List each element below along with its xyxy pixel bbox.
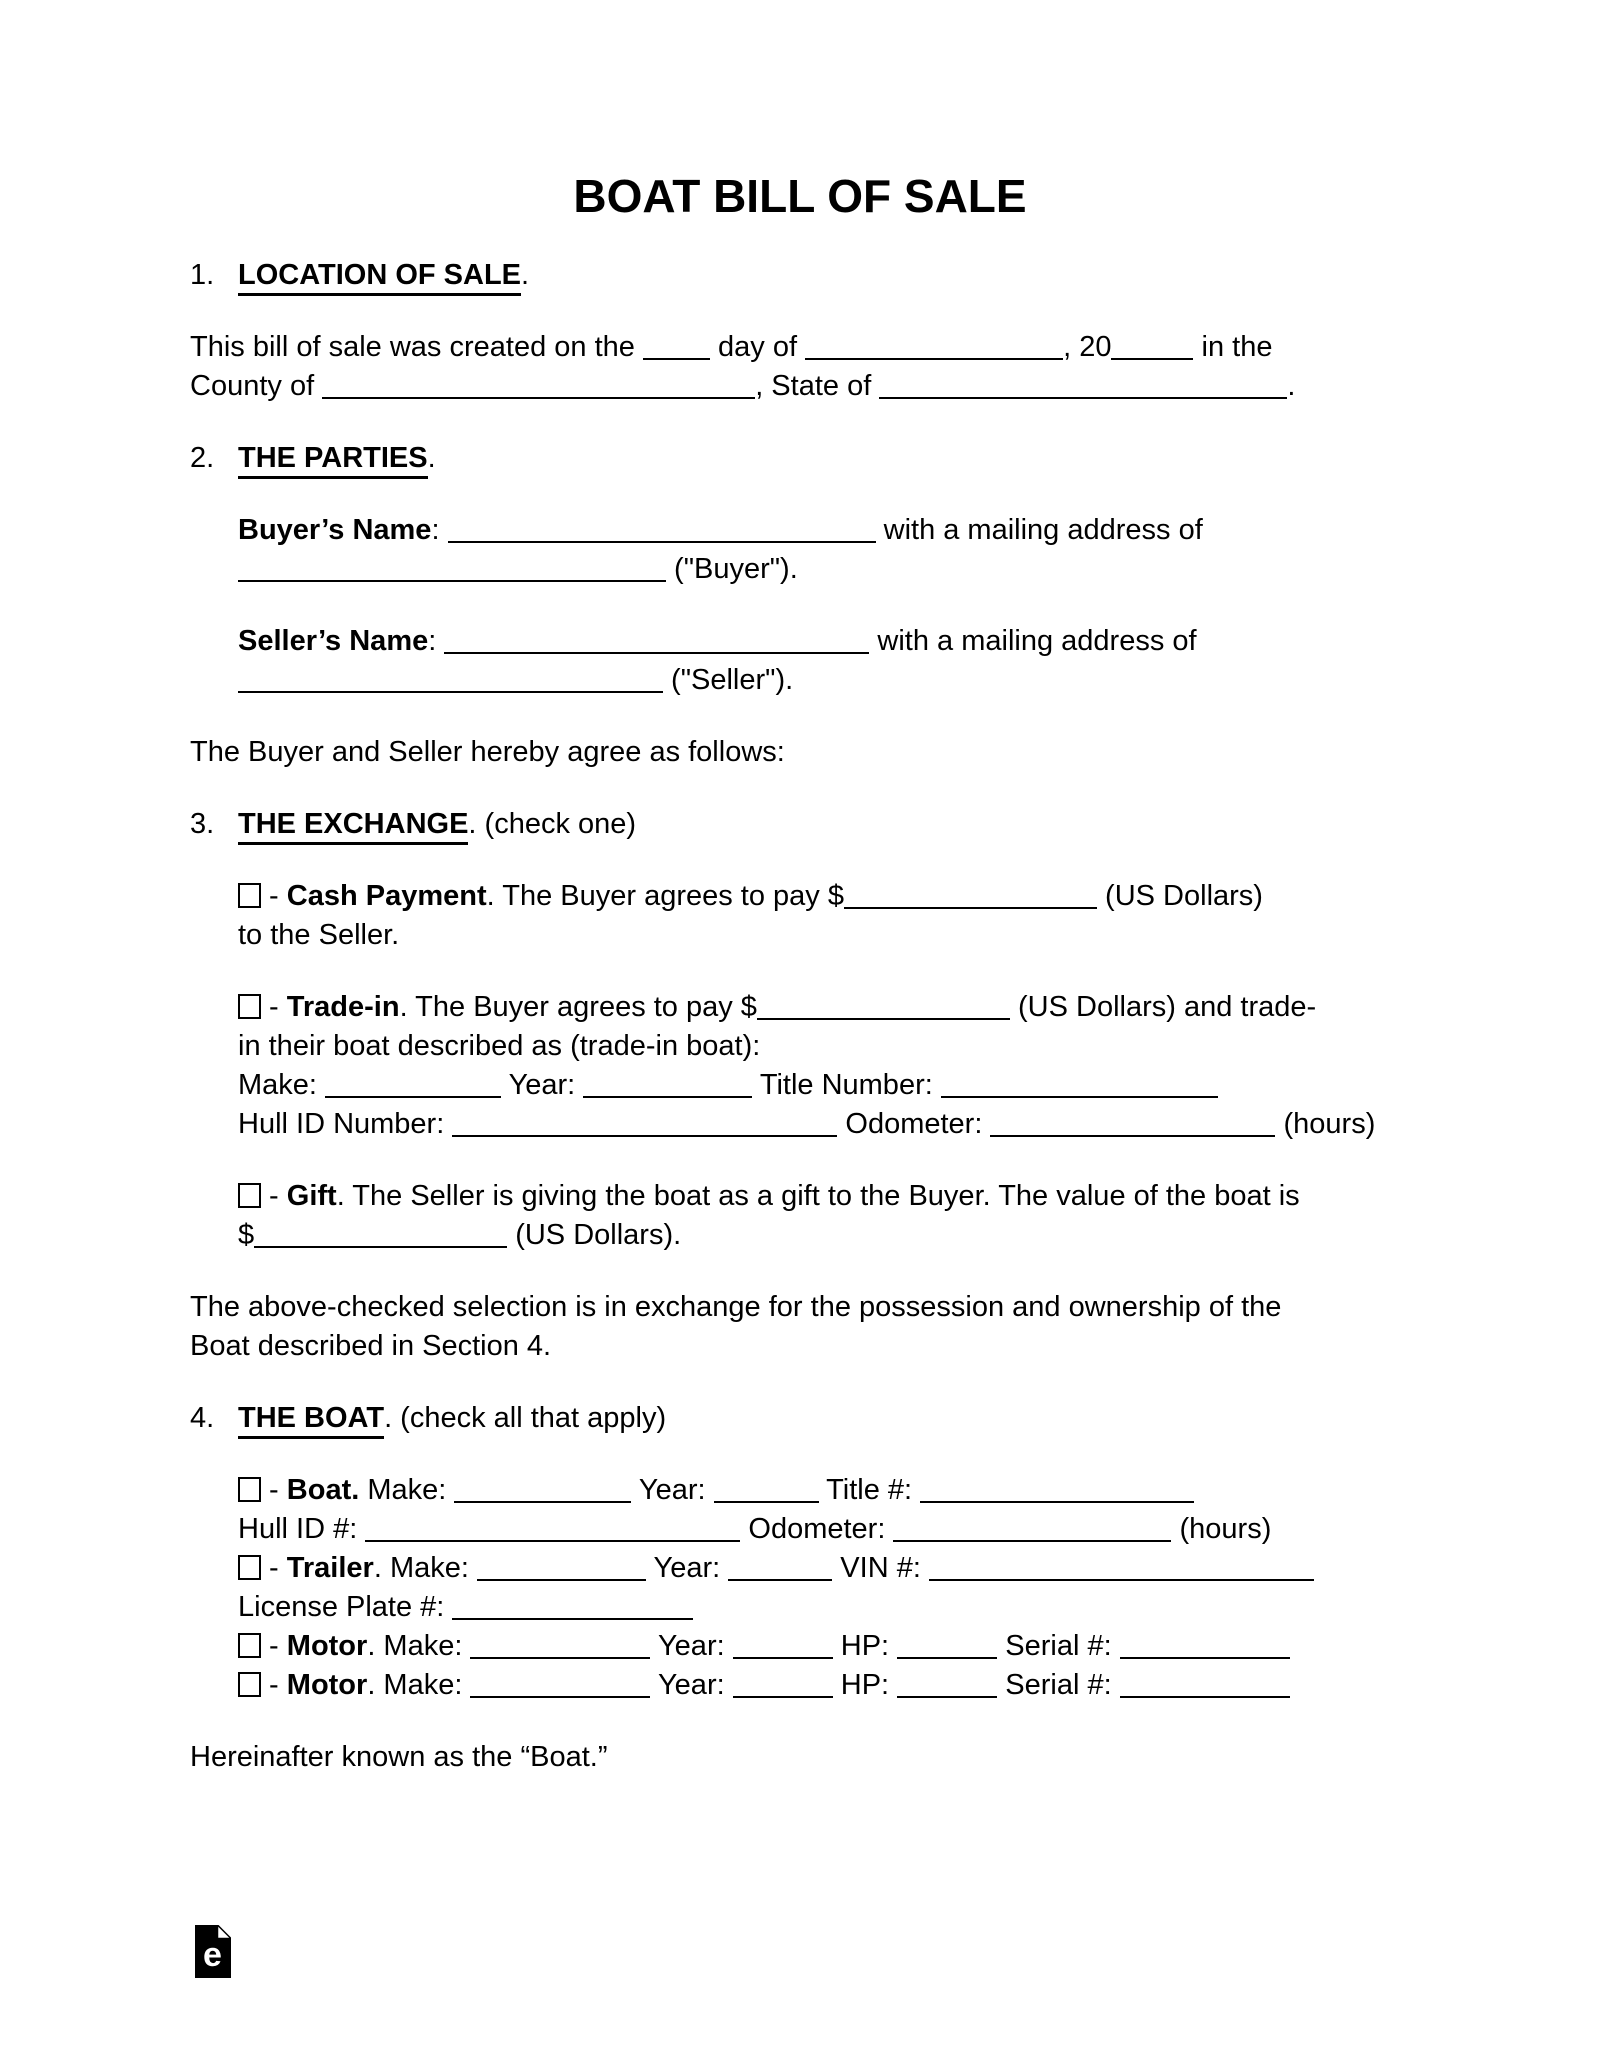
document-content [190,170,1410,1810]
motor-item-line-2 [238,1666,1410,1705]
text-segment: Boat. [286,1474,360,1506]
text-segment: County of [190,370,323,402]
text-segment: . Make: [373,1552,477,1584]
text-segment: . The Seller is giving the boat as a gift to the Buyer. The value of the boat is [336,1180,1300,1212]
text-segment: Serial #: [997,1669,1120,1701]
blank-line [470,1678,650,1698]
gift-line-2 [238,1216,1410,1255]
eforms-logo-icon [195,1925,231,1978]
checkbox-icon[interactable] [238,1672,261,1697]
section-4-number: 4. [190,1402,215,1434]
text-segment: with a mailing address of [875,514,1203,546]
section-4-title: THE BOAT [238,1402,384,1439]
text-segment: Seller’s Name [238,625,429,657]
section-3-heading [190,805,1410,844]
text-segment: Hull ID #: [238,1513,366,1545]
text-segment: Cash Payment [286,880,487,912]
text-segment: - [261,1669,287,1701]
text-segment: Trade-in [286,991,400,1023]
text-segment: . [1287,370,1296,402]
text-segment: Motor [286,1630,368,1662]
checkbox-icon[interactable] [238,883,261,908]
text-segment: ("Seller"). [663,664,794,696]
buyer-line-1 [238,511,1410,550]
text-segment: : [431,514,448,546]
text-segment: Year: [631,1474,714,1506]
text-segment: Year: [501,1069,584,1101]
text-segment: - [261,1474,287,1506]
document-title: BOAT BILL OF SALE [573,170,1027,222]
text-segment: : [428,625,445,657]
checkbox-icon[interactable] [238,1555,261,1580]
section-2-suffix: . [427,442,436,474]
text-segment: Title Number: [752,1069,941,1101]
seller-line-1 [238,622,1410,661]
section-2-number: 2. [190,442,215,474]
trade-in-option [238,988,1410,1144]
text-segment: HP: [832,1669,898,1701]
text-segment: (hours) [1275,1108,1376,1140]
text-segment: to the Seller. [238,919,400,951]
blank-line [897,1678,997,1698]
boat-items [238,1471,1410,1705]
text-segment: HP: [832,1630,898,1662]
text-segment: (US Dollars). [507,1219,682,1251]
text-segment: This bill of sale was created on the [190,331,643,363]
blank-line [238,562,666,582]
text-segment: Year: [646,1552,729,1584]
text-segment: with a mailing address of [869,625,1197,657]
agreement-statement [190,733,1410,772]
exchange-note-line-2 [190,1327,1410,1366]
text-segment: Hereinafter known as the “Boat.” [190,1741,608,1773]
section-3-suffix: . (check one) [468,808,637,840]
trade-line-2 [238,1027,1410,1066]
blank-line [470,1639,650,1659]
section-2-title: THE PARTIES [238,442,428,479]
text-segment: Title #: [818,1474,921,1506]
section-3-number: 3. [190,808,215,840]
blank-line [893,1522,1171,1542]
blank-line [238,673,663,693]
gift-option [238,1177,1410,1255]
blank-line [365,1522,740,1542]
license-plate-line [238,1588,1410,1627]
seller-clause [238,622,1410,700]
section-1-suffix: . [521,259,530,291]
section-4-suffix: . (check all that apply) [384,1402,667,1434]
blank-line [325,1078,501,1098]
trade-line-3 [238,1066,1410,1105]
blank-line [583,1078,752,1098]
blank-line [941,1078,1218,1098]
text-segment: - [261,880,287,912]
seller-line-2 [238,661,1410,700]
text-segment: Buyer’s Name [238,514,432,546]
checkbox-icon[interactable] [238,1477,261,1502]
text-segment: Odometer: [740,1513,894,1545]
blank-line [714,1483,819,1503]
cash-line-1 [238,877,1410,916]
blank-line [452,1600,693,1620]
text-segment: in their boat described as (trade-in boat): [238,1030,761,1062]
exchange-note-line-1 [190,1288,1410,1327]
text-segment: Motor [286,1669,368,1701]
motor-item-line-1 [238,1627,1410,1666]
blank-line [254,1228,507,1248]
text-segment: - [261,1180,287,1212]
text-segment: . The Buyer agrees to pay $ [399,991,757,1023]
blank-line [1120,1639,1290,1659]
blank-line [929,1561,1314,1581]
text-segment: Boat described in Section 4. [190,1330,552,1362]
text-segment: Year: [650,1630,733,1662]
text-segment: (US Dollars) [1097,880,1263,912]
location-line-2 [190,367,1410,406]
blank-line [757,1000,1010,1020]
blank-line [454,1483,631,1503]
section-2-heading [190,439,1410,478]
trailer-item-line [238,1549,1410,1588]
boat-item-line [238,1471,1410,1510]
blank-line [733,1639,833,1659]
text-segment: Gift [286,1180,337,1212]
text-segment: (US Dollars) and trade- [1009,991,1317,1023]
text-segment: Make: [359,1474,455,1506]
buyer-clause [238,511,1410,589]
text-segment: . Make: [367,1669,471,1701]
text-segment: . The Buyer agrees to pay $ [486,880,844,912]
section-4-heading [190,1399,1410,1438]
blank-line [444,634,869,654]
blank-line [733,1678,833,1698]
text-segment: , State of [755,370,880,402]
hereinafter-line [190,1738,1410,1777]
location-paragraph [190,328,1410,406]
blank-line [448,523,876,543]
buyer-line-2 [238,550,1410,589]
blank-line [643,340,710,360]
blank-line [1120,1678,1290,1698]
blank-line [897,1639,997,1659]
cash-line-2 [238,916,1410,955]
trade-line-1 [238,988,1410,1027]
trade-line-4 [238,1105,1410,1144]
boat-hull-line [238,1510,1410,1549]
text-segment: Year: [650,1669,733,1701]
blank-line [879,379,1287,399]
gift-line-1 [238,1177,1410,1216]
text-segment: VIN #: [832,1552,929,1584]
checkbox-icon[interactable] [238,1183,261,1208]
location-line-1 [190,328,1410,367]
text-segment: $ [238,1219,255,1251]
text-segment: The above-checked selection is in exchange for the possession and ownership of the [190,1291,1282,1323]
text-segment: (hours) [1171,1513,1272,1545]
blank-line [477,1561,646,1581]
blank-line [1111,340,1193,360]
cash-payment-option [238,877,1410,955]
text-segment: day of [709,331,806,363]
blank-line [322,379,755,399]
logo-letter: e [203,1936,222,1974]
section-1-title: LOCATION OF SALE [238,259,521,296]
text-segment: - [261,1552,287,1584]
text-segment: Serial #: [997,1630,1120,1662]
blank-line [920,1483,1194,1503]
blank-line [452,1117,837,1137]
checkbox-icon[interactable] [238,994,261,1019]
agreement-line [190,733,1410,772]
section-3-title: THE EXCHANGE [238,808,468,845]
section-1-number: 1. [190,259,215,291]
checkbox-icon[interactable] [238,1633,261,1658]
blank-line [844,889,1097,909]
text-segment: Hull ID Number: [238,1108,453,1140]
text-segment: License Plate #: [238,1591,453,1623]
text-segment: Make: [238,1069,326,1101]
text-segment: Trailer [286,1552,374,1584]
exchange-note [190,1288,1410,1366]
text-segment: ("Buyer"). [666,553,798,585]
text-segment: in the [1193,331,1273,363]
section-1-heading [190,256,1410,295]
text-segment: . Make: [367,1630,471,1662]
blank-line [805,340,1063,360]
blank-line [728,1561,832,1581]
text-segment: - [261,991,287,1023]
hereinafter-statement [190,1738,1410,1777]
blank-line [990,1117,1275,1137]
text-segment: , 20 [1063,331,1112,363]
text-segment: - [261,1630,287,1662]
text-segment: Odometer: [837,1108,991,1140]
text-segment: The Buyer and Seller hereby agree as follows: [190,736,785,768]
